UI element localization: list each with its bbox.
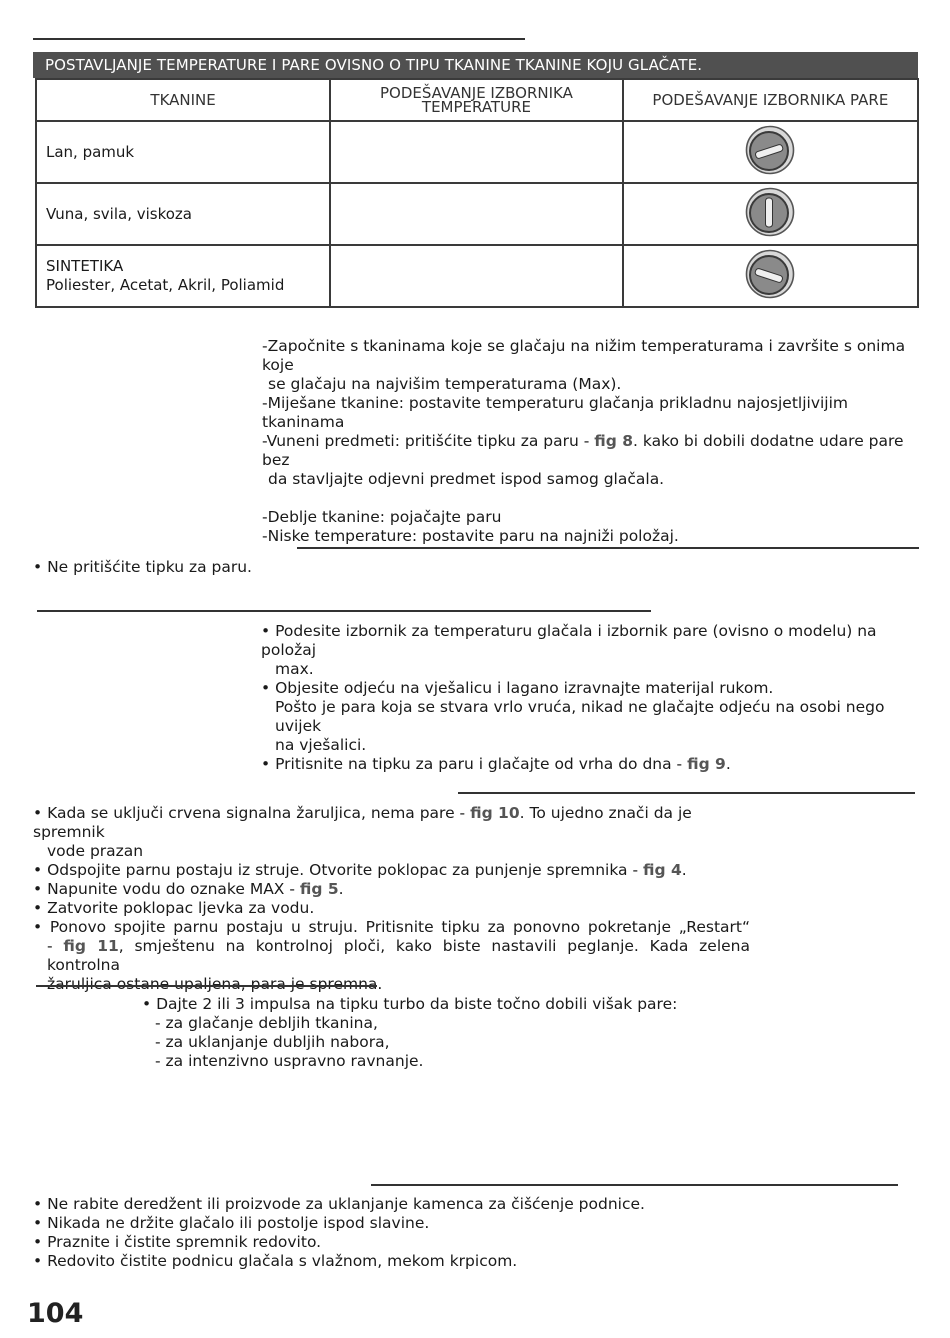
fabric-label: SINTETIKA Poliester, Acetat, Akril, Poliamid (36, 245, 330, 307)
vertical-ironing-steps: • Podesite izbornik za temperaturu glačala i izbornik pare (ovisno o modelu) na položaj max. • Objesite odjeću na vješalicu i lagano izravnajte materijal rukom. Pošto je para koja se stvara vrlo vruća, nikad ne glačajte odjeću na osobi nego uvijek na vješalici. • Pritisnite na tipku za paru i glačajte od vrha do dna - fig 9. (261, 622, 885, 773)
table-row (36, 245, 918, 307)
fig-reference: fig 5 (299, 880, 339, 898)
section-rule-top (33, 38, 525, 40)
ironing-tips: -Započnite s tkaninama koje se glačaju na nižim temperaturama i završite s onima koje se glačaju na najvišim temperaturama (Max). -Miješane tkanine: postavite temperaturu glačanja prikladnu najosjetljivijim tkaninama -Vuneni predmeti: pritišćite tipku za paru - fig 8. kako bi dobili dodatne udare pare bez da stavljajte odjevni predmet ispod samog glačala. -Deblje tkanine: pojačajte paru -Niske temperature: postavite paru na najniži položaj. (262, 337, 906, 545)
steam-dial-mid-icon (745, 187, 795, 237)
steam-cell (623, 245, 918, 307)
steam-cell (623, 121, 918, 183)
no-steam-note: • Ne pritišćite tipku za paru. (33, 558, 252, 576)
fig-reference: fig 11 (63, 937, 119, 955)
page-number: 104 (27, 1298, 84, 1329)
section-rule (458, 792, 915, 794)
steam-dial-max-icon (745, 125, 795, 175)
header-temperature: PODEŠAVANJE IZBORNIKA TEMPERATURE (330, 79, 623, 121)
table-row (36, 121, 918, 183)
temperature-cell (330, 121, 623, 183)
steam-dial-min-icon (745, 249, 795, 299)
table-row (36, 183, 918, 245)
fabric-label: Vuna, svila, viskoza (36, 183, 330, 245)
turbo-steam-notes: • Dajte 2 ili 3 impulsa na tipku turbo da biste točno dobili višak pare: - za glačanje debljih tkanina, - za uklanjanje dubljih nabora, - za intenzivno uspravno ravnanje. (142, 995, 678, 1070)
temperature-cell (330, 245, 623, 307)
care-notes: • Ne rabite deredžent ili proizvode za uklanjanje kamenca za čišćenje podnice. • Nikada ne držite glačalo ili postolje ispod slavine. • Praznite i čistite spremnik redovito. • Redovito čistite podnicu glačala s vlažnom, mekom krpicom. (33, 1195, 645, 1270)
fig-reference: fig 4 (643, 861, 682, 879)
fabric-label: Lan, pamuk (36, 121, 330, 183)
fig-reference: fig 10 (470, 804, 520, 822)
steam-cell (623, 183, 918, 245)
section-rule (371, 1184, 898, 1186)
header-fabrics: TKANINE (36, 79, 330, 121)
section-rule (36, 985, 377, 987)
fig-reference: fig 8 (594, 432, 634, 450)
fig-reference: fig 9 (687, 755, 726, 773)
section-banner: POSTAVLJANJE TEMPERATURE I PARE OVISNO O TIPU TKANINE TKANINE KOJU GLAČATE. (33, 52, 918, 78)
table-header-row (36, 79, 918, 121)
header-steam: PODEŠAVANJE IZBORNIKA PARE (623, 79, 918, 121)
section-rule (297, 547, 919, 549)
temperature-cell (330, 183, 623, 245)
section-rule (37, 610, 651, 612)
fabric-settings-table (35, 78, 919, 308)
refill-steps: • Kada se uključi crvena signalna žaruljica, nema pare - fig 10. To ujedno znači da je spremnik vode prazan • Odspojite parnu postaju iz struje. Otvorite poklopac za punjenje spremnika - fig 4. • Napunite vodu do oznake MAX - fig 5. • Zatvorite poklopac ljevka za vodu. • Ponovo spojite parnu postaju u struju. Pritisnite tipku za ponovno pokretanje „Restart“ - fig 11, smještenu na kontrolnoj ploči, kako biste nastavili peglanje. Kada zelena kontrolna žaruljica ostane upaljena, para je spremna. (33, 804, 750, 993)
